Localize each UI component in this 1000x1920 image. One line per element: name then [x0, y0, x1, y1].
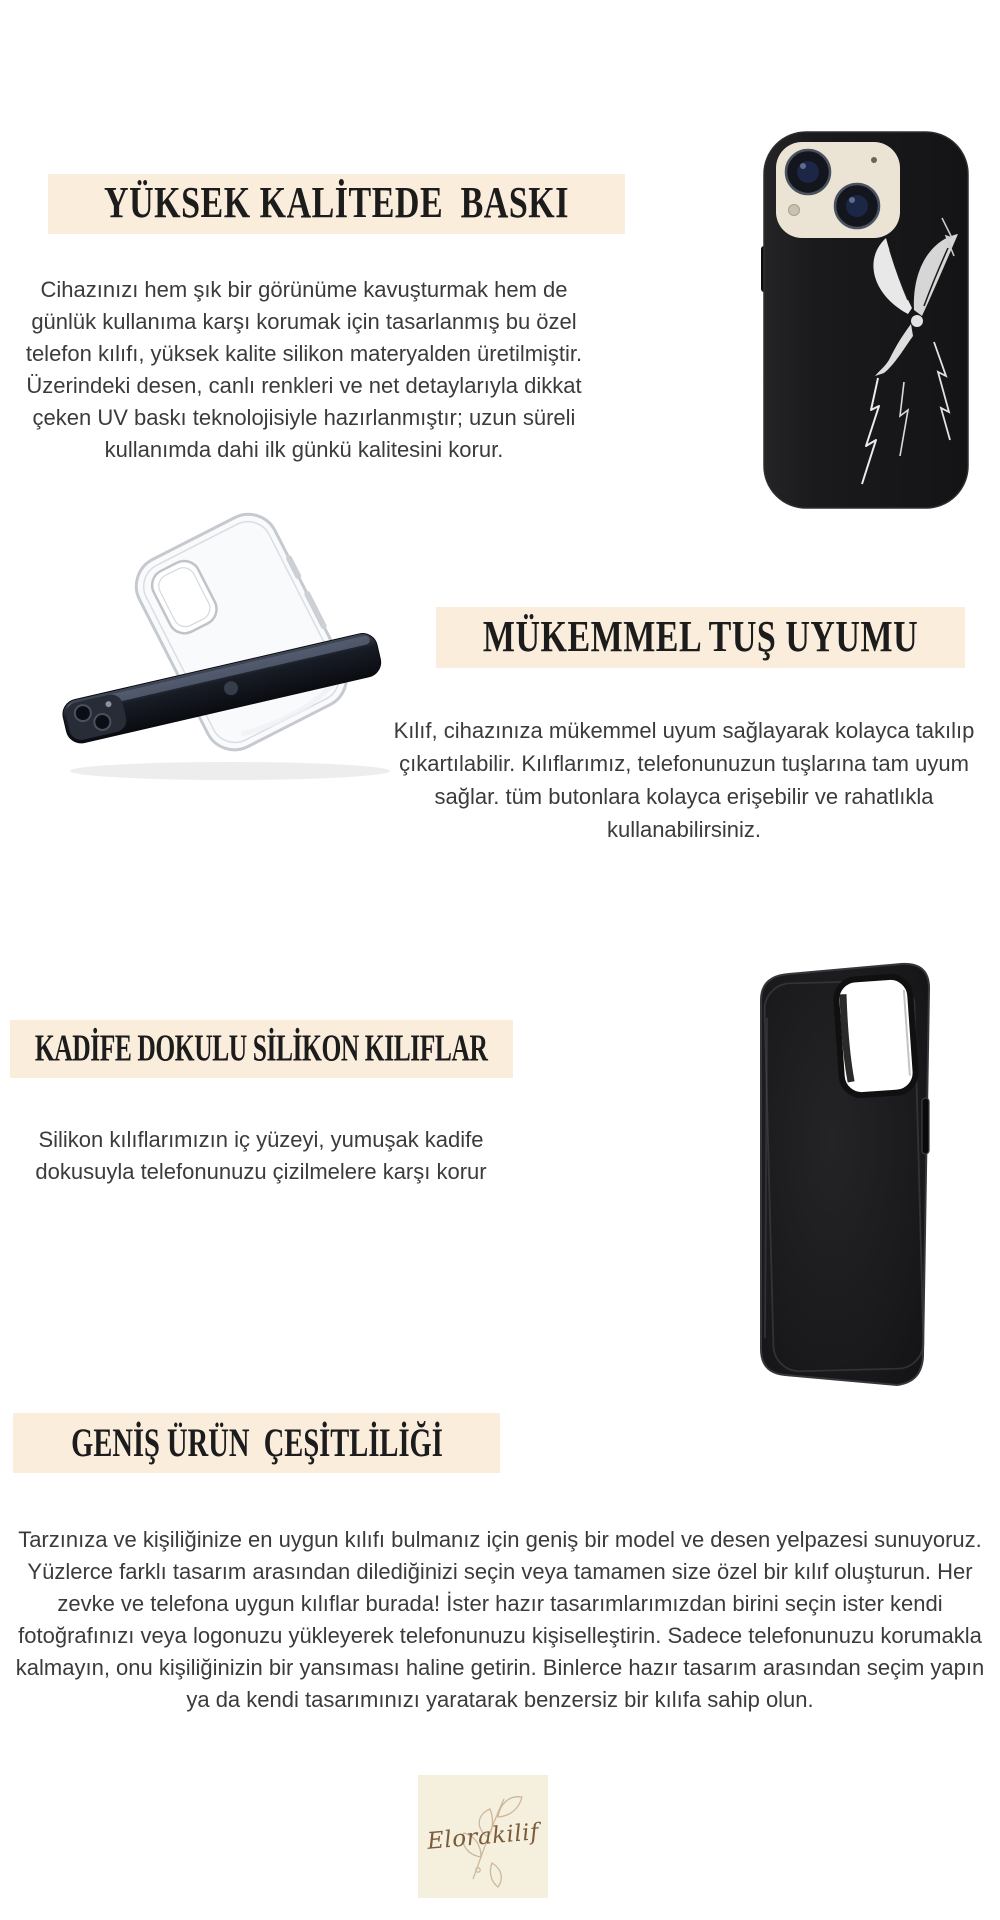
velvet-case-illustration — [745, 958, 947, 1394]
section-body-print-quality: Cihazınızı hem şık bir görünüme kavuşturmak hem de günlük kullanıma karşı korumak için tasarlanmış bu özel telefon kılıfı, yüksek kalite silikon materyalden üretilmiştir. Üzerindeki desen, canlı renkleri ve net detaylarıyla dikkat çeken UV baskı teknolojisiyle hazırlanmıştır; uzun süreli kullanımda dahi ilk günkü kalitesini korur. — [25, 277, 583, 462]
section-body-button-fit: Kılıf, cihazınıza mükemmel uyum sağlayarak kolayca takılıp çıkartılabilir. Kılıflarımız, telefonunuzun tuşlarına tam uyum sağlar. tüm butonlara kolayca erişebilir ve rahatlıkla kullanabilirsiniz. — [393, 718, 975, 842]
clear-case-illustration — [30, 487, 408, 789]
product-photo-angel-case — [760, 128, 972, 512]
section-heading-print-quality: YÜKSEK KALİTEDE BASKI — [104, 178, 569, 228]
brand-logo — [418, 1775, 548, 1898]
section-heading-band-print-quality — [48, 174, 625, 234]
brand-name: Elorakilif — [425, 1818, 541, 1855]
section-heading-band-button-fit — [436, 607, 965, 668]
angel-case-illustration — [760, 128, 972, 512]
section-heading-band-velvet — [10, 1020, 513, 1078]
section-heading-band-variety — [13, 1413, 500, 1473]
section-heading-variety: GENİŞ ÜRÜN ÇEŞİTLİLİĞİ — [70, 1419, 443, 1466]
product-photo-clear-case — [30, 487, 408, 789]
section-body-velvet: Silikon kılıflarımızın iç yüzeyi, yumuşak kadife dokusuyla telefonunuzu çizilmelere karşı korur — [35, 1127, 487, 1184]
section-body-variety: Tarzınıza ve kişiliğinize en uygun kılıfı bulmanız için geniş bir model ve desen yelpazesi sunuyoruz. Yüzlerce farklı tasarım arasından dilediğinizi seçin veya tamamen size özel bir kılıf oluşturun. Her zevke ve telefona uygun kılıflar burada! İster hazır tasarımlarımızdan birini seçin ister kendi fotoğrafınızı veya logonuzu yükleyerek telefonunuzu kişiselleştirin. Sadece telefonunuzu korumakla kalmayın, onu kişiliğinizin bir yansıması haline getirin. Binlerce hazır tasarım arasından seçim yapın ya da kendi tasarımınızı yaratarak benzersiz bir kılıfa sahip olun. — [15, 1527, 985, 1712]
product-photo-velvet-case — [745, 958, 947, 1394]
section-heading-velvet: KADİFE DOKULU SİLİKON KILIFLAR — [35, 1027, 488, 1070]
section-heading-button-fit: MÜKEMMEL TUŞ UYUMU — [482, 612, 919, 662]
